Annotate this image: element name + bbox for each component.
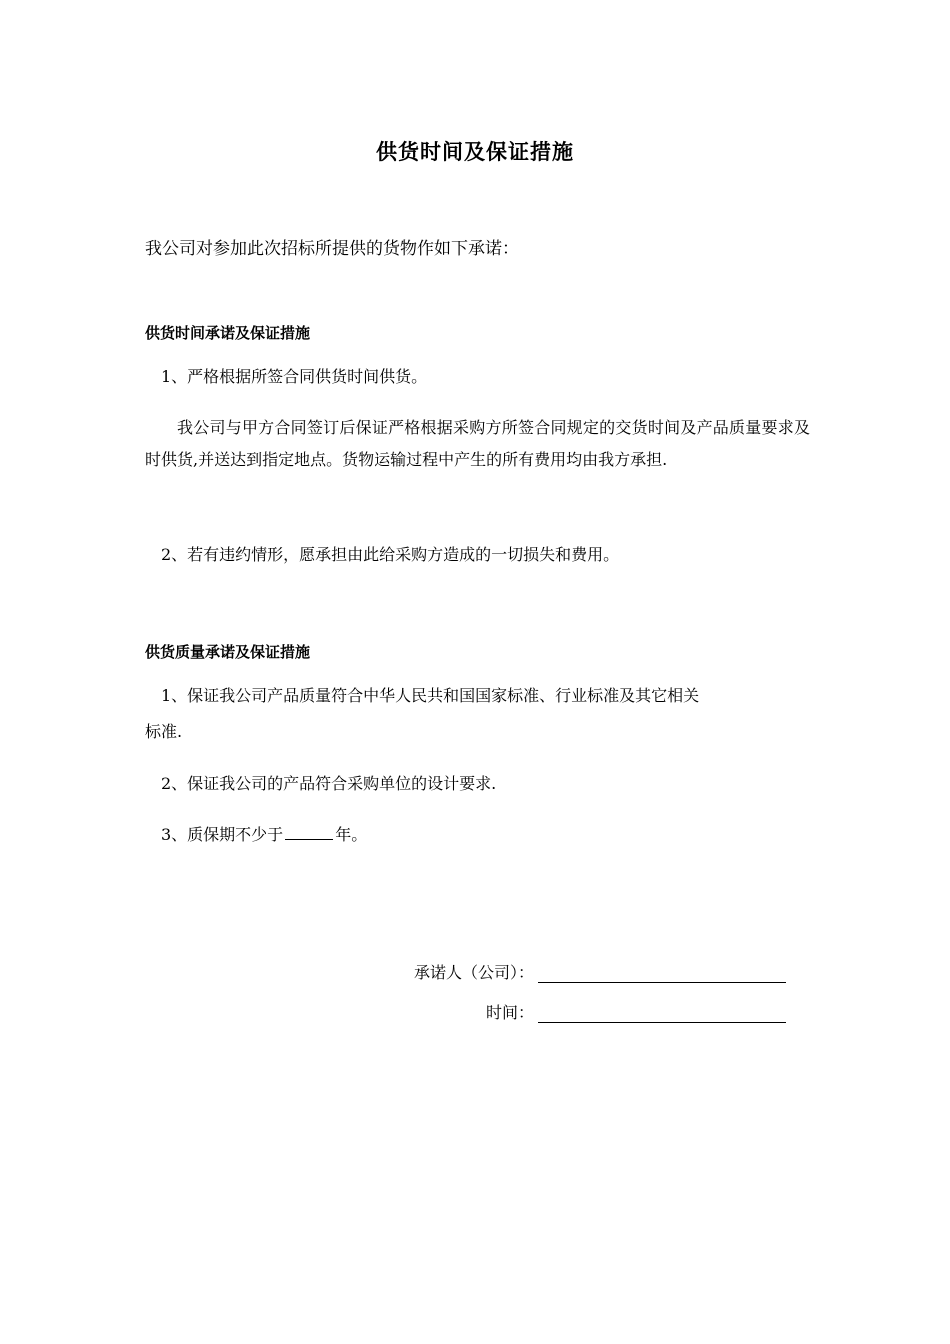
date-signature-line[interactable] <box>538 1006 786 1023</box>
document-title: 供货时间及保证措施 <box>376 139 574 164</box>
delivery-item-2: 2、若有违约情形，愿承担由此给采购方造成的一切损失和费用。 <box>161 545 620 564</box>
intro-text: 我公司对参加此次招标所提供的货物作如下承诺： <box>145 239 519 259</box>
section-heading-quality: 供货质量承诺及保证措施 <box>145 643 311 661</box>
warranty-years-blank[interactable] <box>285 825 333 840</box>
delivery-item-1: 1、严格根据所签合同供货时间供货。 <box>161 367 428 386</box>
section-heading-delivery-time: 供货时间承诺及保证措施 <box>145 324 311 342</box>
delivery-paragraph: 我公司与甲方合同签订后保证严格根据采购方所签合同规定的交货时间及产品质量要求及时供货,并送达到指定地点。货物运输过程中产生的所有费用均由我方承担. <box>145 418 810 469</box>
quality-item-1-line-2: 标准. <box>145 722 183 741</box>
quality-item-1-line-1: 1、保证我公司产品质量符合中华人民共和国国家标准、行业标准及其它相关 <box>161 686 700 705</box>
promisor-label: 承诺人（公司）： <box>413 963 534 982</box>
quality-item-3 <box>161 825 367 845</box>
promisor-signature-line[interactable] <box>538 966 786 983</box>
quality-item-2: 2、保证我公司的产品符合采购单位的设计要求. <box>161 774 497 793</box>
warranty-suffix: 年。 <box>335 825 368 844</box>
signature-date-row <box>486 1003 786 1023</box>
date-label: 时间： <box>485 1003 534 1022</box>
signature-promisor-row <box>414 963 786 983</box>
warranty-prefix: 3、质保期不少于 <box>161 825 284 844</box>
